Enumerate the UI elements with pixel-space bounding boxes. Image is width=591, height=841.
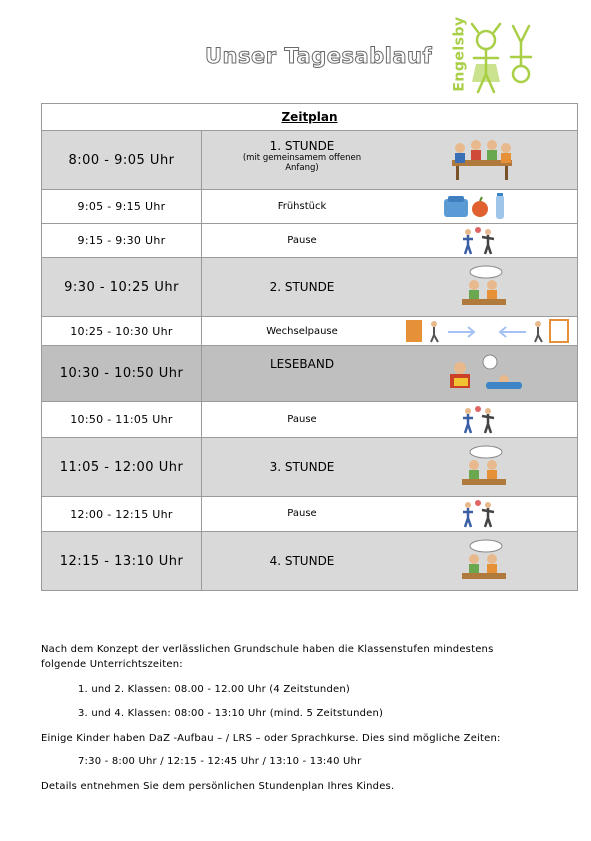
table-row [42,131,578,190]
room-change-icon [404,318,572,344]
lesson-cell [202,258,578,317]
time-cell: 9:30 - 10:25 Uhr [42,258,202,317]
schedule-table [41,103,578,591]
playing-children-icon [460,499,500,529]
table-row [42,402,578,438]
lesson-cell [202,532,578,591]
table-row [42,190,578,224]
playing-children-icon [460,226,500,256]
table-row [42,497,578,532]
lesson-cell [202,190,578,224]
time-cell: 11:05 - 12:00 Uhr [42,438,202,497]
lesson-label: Pause [287,508,317,519]
breakfast-icon [442,193,517,221]
table-row [42,532,578,591]
time-cell: 10:25 - 10:30 Uhr [42,317,202,346]
table-row [42,258,578,317]
lesson-label: Pause [287,235,317,246]
studying-children-icon [454,265,514,309]
studying-children-icon [454,445,514,489]
table-row [42,438,578,497]
reading-children-icon [446,354,526,394]
time-cell: 8:00 - 9:05 Uhr [42,131,202,190]
page-title: Unser Tagesablauf [205,44,433,68]
lesson-label: 1. STUNDE [269,139,335,153]
lesson-label: 3. STUNDE [269,460,335,474]
lesson-label: 2. STUNDE [269,280,335,294]
lesson-cell [202,131,578,190]
time-cell: 10:50 - 11:05 Uhr [42,402,202,438]
lesson-cell [202,402,578,438]
info-line-3: 1. und 2. Klassen: 08.00 - 12.00 Uhr (4 Zeitstunden) [78,684,351,695]
lesson-label: Frühstück [277,201,327,212]
lesson-label: Wechselpause [266,326,338,337]
table-row [42,224,578,258]
info-line-2: folgende Unterrichtszeiten: [41,659,183,670]
lesson-label: 4. STUNDE [269,554,335,568]
group-table-icon [442,138,522,182]
playing-children-icon [460,405,500,435]
table-row [42,346,578,402]
logo-text: Engelsby [451,16,468,92]
time-cell: 9:05 - 9:15 Uhr [42,190,202,224]
info-line-5: Einige Kinder haben DaZ -Aufbau – / LRS – oder Sprachkurse. Dies sind mögliche Zeiten: [41,733,501,744]
time-cell: 12:15 - 13:10 Uhr [42,532,202,591]
lesson-cell [202,438,578,497]
time-cell: 9:15 - 9:30 Uhr [42,224,202,258]
lesson-label: LESEBAND [269,357,335,371]
info-line-1: Nach dem Konzept der verlässlichen Grundschule haben die Klassenstufen mindestens [41,644,494,655]
lesson-cell [202,317,578,346]
lesson-label: Pause [287,414,317,425]
lesson-cell [202,497,578,532]
lesson-sub: (mit gemeinsamem offenen Anfang) [242,153,362,173]
lesson-cell [202,224,578,258]
info-line-7: Details entnehmen Sie dem persönlichen Stundenplan Ihres Kindes. [41,781,395,792]
time-cell: 10:30 - 10:50 Uhr [42,346,202,402]
info-line-6: 7:30 - 8:00 Uhr / 12:15 - 12:45 Uhr / 13:10 - 13:40 Uhr [78,756,362,767]
studying-children-icon [454,539,514,583]
school-logo [436,12,542,102]
lesson-cell [202,346,578,402]
time-cell: 12:00 - 12:15 Uhr [42,497,202,532]
info-line-4: 3. und 4. Klassen: 08:00 - 13:10 Uhr (mind. 5 Zeitstunden) [78,708,384,719]
table-row [42,317,578,346]
table-header: Zeitplan [42,104,578,131]
